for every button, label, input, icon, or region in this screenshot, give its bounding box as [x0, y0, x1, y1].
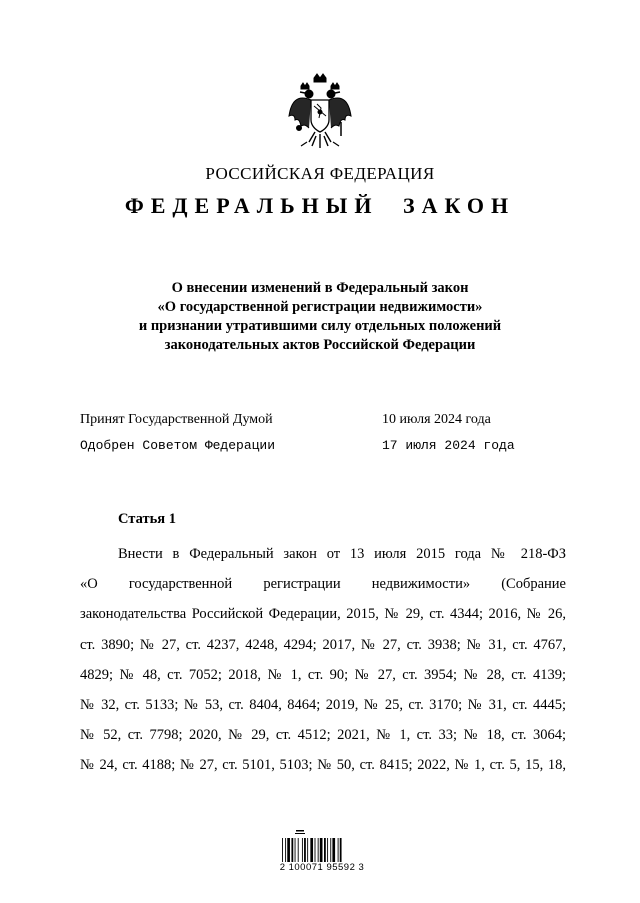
- barcode-bar: [304, 838, 306, 862]
- law-title-line: О внесении изменений в Федеральный закон: [171, 280, 469, 296]
- barcode-bar: [332, 838, 335, 862]
- council-label: Одобрен Советом Федерации: [80, 438, 276, 453]
- article-line: Внести в Федеральный закон от 13 июля 2015 года № 218-ФЗ: [118, 546, 566, 562]
- barcode-bar: [320, 838, 323, 862]
- barcode-bar: [340, 838, 342, 862]
- barcode-bar: [315, 838, 316, 862]
- barcode-bar: [298, 838, 299, 862]
- duma-date: 10 июля 2024 года: [382, 412, 491, 427]
- barcode-bar: [307, 838, 308, 862]
- barcode-bar: [295, 838, 296, 862]
- barcode-icon: [281, 830, 363, 886]
- duma-adoption: [80, 412, 560, 434]
- barcode-bar: [310, 838, 313, 862]
- law-title-line: «О государственной регистрации недвижимости»: [157, 299, 483, 315]
- barcode-bar: [318, 838, 319, 862]
- council-approval: [80, 438, 560, 460]
- law-title-line: законодательных актов Российской Федерации: [164, 337, 476, 353]
- barcode-bar: [330, 838, 331, 862]
- barcode-number: 2 100071 95592 3: [279, 862, 365, 873]
- barcode-bar: [287, 838, 290, 862]
- article-line: № 32, ст. 5133; № 53, ст. 8404, 8464; 2019, № 25, ст. 3170; № 31, ст. 4445;: [80, 696, 566, 713]
- article-line: законодательства Российской Федерации, 2015, № 29, ст. 4344; 2016, № 26,: [80, 606, 566, 623]
- document-type: ФЕДЕРАЛЬНЫЙ ЗАКОН: [124, 193, 516, 218]
- barcode-bar: [327, 838, 328, 862]
- country-name: РОССИЙСКАЯ ФЕДЕРАЦИЯ: [205, 164, 435, 183]
- coat-of-arms-icon: [287, 72, 353, 154]
- article-body: [80, 543, 566, 785]
- article-line: «О государственной регистрации недвижимости» (Собрание: [80, 576, 566, 593]
- barcode-bar: [285, 838, 286, 862]
- article-line: ст. 3890; № 27, ст. 4237, 4248, 4294; 2017, № 27, ст. 3938; № 31, ст. 4767,: [80, 636, 566, 653]
- barcode-bar: [291, 838, 293, 862]
- article-line: № 24, ст. 4188; № 27, ст. 5101, 5103; № 50, ст. 8415; 2022, № 1, ст. 5, 15, 18,: [80, 757, 566, 774]
- article-line: № 52, ст. 7798; 2020, № 29, ст. 4512; 2021, № 1, ст. 33; № 18, ст. 3064;: [80, 727, 566, 744]
- barcode-bar: [282, 838, 283, 862]
- article-heading: Статья 1: [118, 511, 176, 527]
- duma-label: Принят Государственной Думой: [80, 412, 273, 427]
- barcode-bar: [324, 838, 326, 862]
- council-date: 17 июля 2024 года: [382, 438, 515, 453]
- law-title: [0, 279, 640, 355]
- law-title-line: и признании утратившими силу отдельных положений: [138, 318, 502, 334]
- barcode-bar: [302, 838, 303, 862]
- barcode-bar: [338, 838, 339, 862]
- article-line: 4829; № 48, ст. 7052; 2018, № 1, ст. 90; № 27, ст. 3954; № 28, ст. 4139;: [80, 666, 566, 683]
